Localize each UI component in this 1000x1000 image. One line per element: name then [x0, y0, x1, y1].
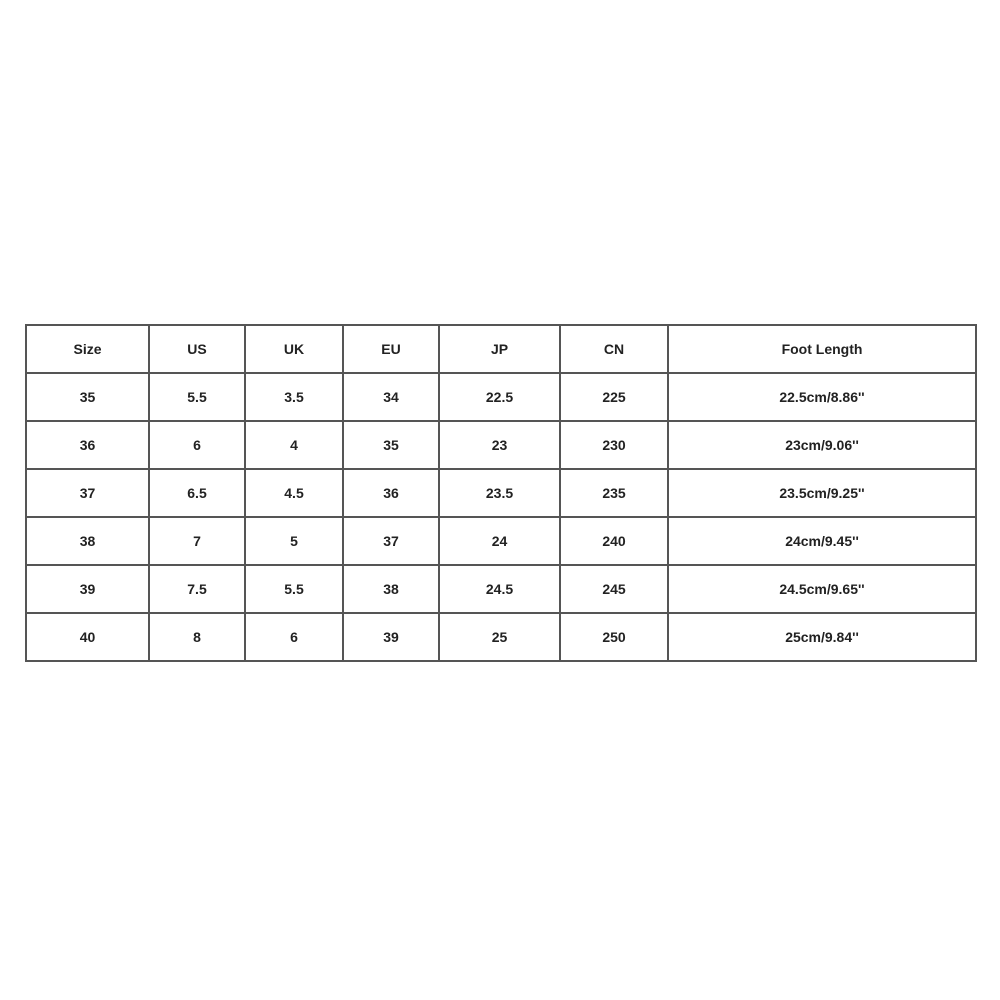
- cell-size: 39: [26, 565, 149, 613]
- cell-jp: 23: [439, 421, 560, 469]
- cell-size: 40: [26, 613, 149, 661]
- cell-jp: 23.5: [439, 469, 560, 517]
- cell-us: 6.5: [149, 469, 245, 517]
- cell-cn: 250: [560, 613, 668, 661]
- cell-eu: 35: [343, 421, 439, 469]
- cell-us: 7.5: [149, 565, 245, 613]
- cell-us: 8: [149, 613, 245, 661]
- header-us: US: [149, 325, 245, 373]
- cell-eu: 37: [343, 517, 439, 565]
- cell-uk: 5.5: [245, 565, 343, 613]
- table-row: [26, 613, 976, 661]
- cell-cn: 240: [560, 517, 668, 565]
- cell-eu: 39: [343, 613, 439, 661]
- cell-us: 7: [149, 517, 245, 565]
- cell-us: 6: [149, 421, 245, 469]
- table-row: [26, 373, 976, 421]
- table-row: [26, 469, 976, 517]
- header-jp: JP: [439, 325, 560, 373]
- cell-eu: 36: [343, 469, 439, 517]
- cell-cn: 230: [560, 421, 668, 469]
- cell-us: 5.5: [149, 373, 245, 421]
- size-chart-table: [25, 324, 977, 662]
- cell-foot-length: 23.5cm/9.25'': [668, 469, 976, 517]
- cell-jp: 24: [439, 517, 560, 565]
- cell-foot-length: 24.5cm/9.65'': [668, 565, 976, 613]
- header-uk: UK: [245, 325, 343, 373]
- cell-size: 37: [26, 469, 149, 517]
- cell-cn: 225: [560, 373, 668, 421]
- header-size: Size: [26, 325, 149, 373]
- cell-jp: 25: [439, 613, 560, 661]
- header-eu: EU: [343, 325, 439, 373]
- cell-foot-length: 25cm/9.84'': [668, 613, 976, 661]
- cell-jp: 22.5: [439, 373, 560, 421]
- cell-uk: 4: [245, 421, 343, 469]
- cell-eu: 38: [343, 565, 439, 613]
- table-row: [26, 517, 976, 565]
- cell-size: 38: [26, 517, 149, 565]
- table-header-row: [26, 325, 976, 373]
- cell-eu: 34: [343, 373, 439, 421]
- cell-uk: 4.5: [245, 469, 343, 517]
- table-row: [26, 565, 976, 613]
- cell-size: 35: [26, 373, 149, 421]
- cell-jp: 24.5: [439, 565, 560, 613]
- cell-foot-length: 23cm/9.06'': [668, 421, 976, 469]
- header-foot-length: Foot Length: [668, 325, 976, 373]
- cell-uk: 3.5: [245, 373, 343, 421]
- cell-foot-length: 22.5cm/8.86'': [668, 373, 976, 421]
- header-cn: CN: [560, 325, 668, 373]
- cell-uk: 6: [245, 613, 343, 661]
- cell-size: 36: [26, 421, 149, 469]
- table-row: [26, 421, 976, 469]
- cell-uk: 5: [245, 517, 343, 565]
- cell-cn: 245: [560, 565, 668, 613]
- cell-cn: 235: [560, 469, 668, 517]
- cell-foot-length: 24cm/9.45'': [668, 517, 976, 565]
